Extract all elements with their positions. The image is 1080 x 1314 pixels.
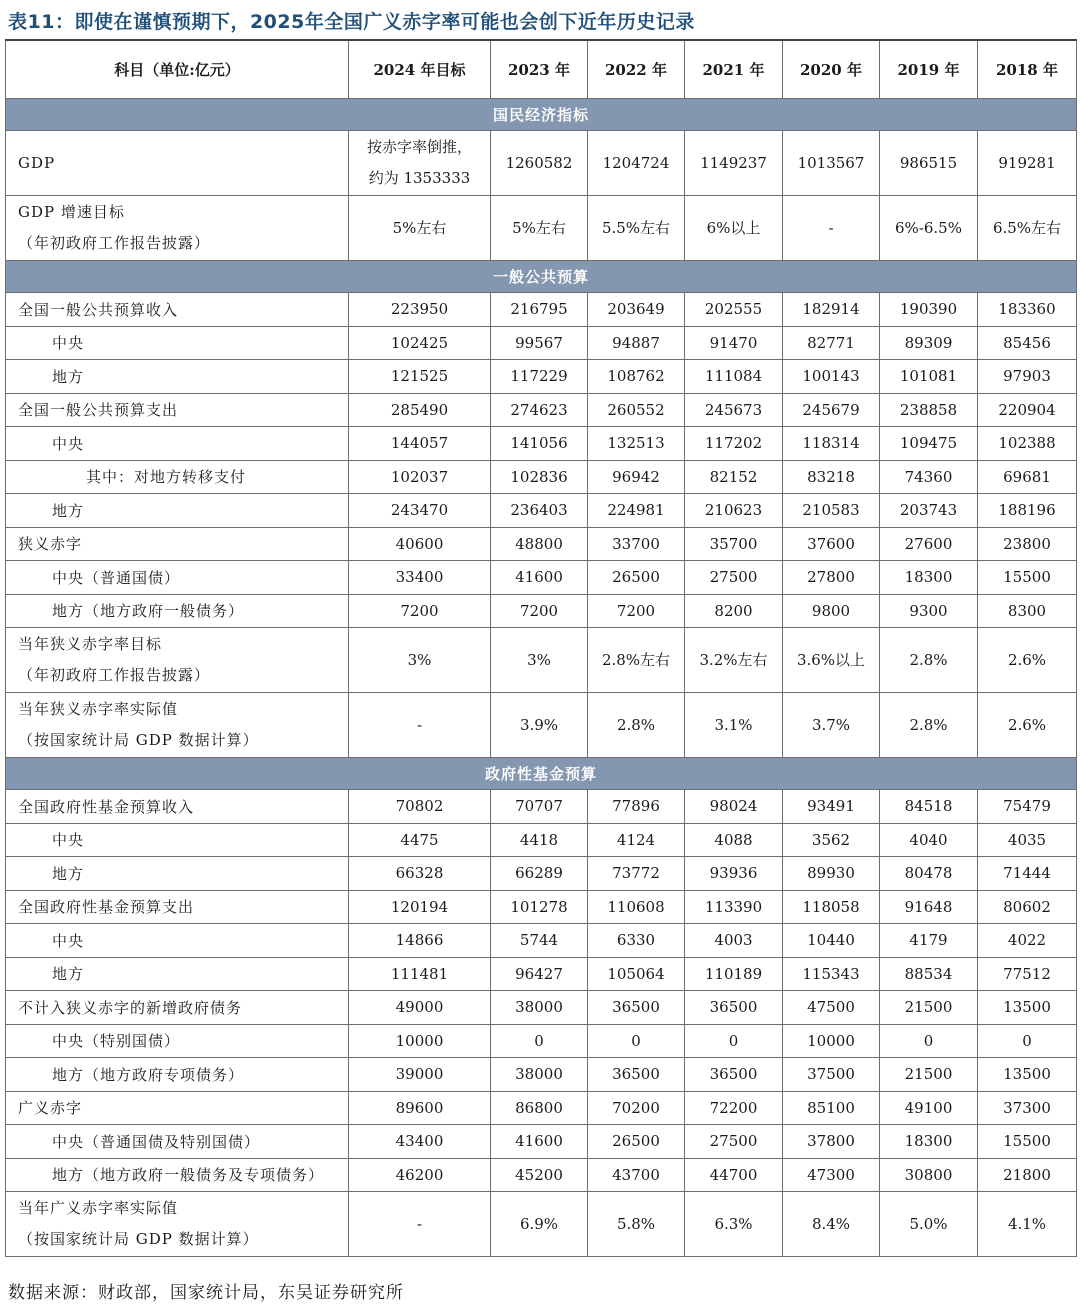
value-cell: 27600 [880,527,978,561]
section-row [6,758,1077,790]
value-cell: 919281 [978,131,1077,196]
section-row [6,261,1077,293]
section-title: 国民经济指标 [6,99,1077,131]
value-cell: 89930 [783,857,880,891]
value-cell: 108762 [588,360,685,394]
header-cell: 2023 年 [491,40,588,99]
value-cell: 7200 [491,594,588,628]
table-row [6,823,1077,857]
value-cell: 113390 [685,890,783,924]
value-cell: 38000 [491,991,588,1025]
table-row [6,360,1077,394]
value-cell: 120194 [349,890,491,924]
value-cell: 109475 [880,427,978,461]
value-cell: 4040 [880,823,978,857]
value-cell: 5%左右 [491,196,588,261]
value-cell: 0 [978,1024,1077,1058]
value-cell: 4022 [978,924,1077,958]
value-cell: 105064 [588,957,685,991]
value-cell: 4124 [588,823,685,857]
value-cell: 66289 [491,857,588,891]
fiscal-table-container [5,39,1076,1257]
value-cell: 27800 [783,561,880,595]
value-cell: 7200 [588,594,685,628]
value-cell: 94887 [588,326,685,360]
value-cell: 33700 [588,527,685,561]
value-cell: 37300 [978,1091,1077,1125]
value-cell: 37500 [783,1058,880,1092]
value-cell: 6%以上 [685,196,783,261]
value-cell: 10000 [783,1024,880,1058]
value-cell: 144057 [349,427,491,461]
value-cell: 1260582 [491,131,588,196]
value-cell: 4035 [978,823,1077,857]
value-cell: 9300 [880,594,978,628]
row-label: 当年广义赤字率实际值 （按国家统计局 GDP 数据计算） [6,1192,349,1257]
value-cell: 4475 [349,823,491,857]
value-cell: 100143 [783,360,880,394]
value-cell: 21800 [978,1158,1077,1192]
value-cell: 37800 [783,1125,880,1159]
row-label: 地方（地方政府一般债务及专项债务） [6,1158,349,1192]
value-cell: 70707 [491,790,588,824]
value-cell: 96427 [491,957,588,991]
value-cell: 3.2%左右 [685,628,783,693]
value-cell: 3.6%以上 [783,628,880,693]
value-cell: 74360 [880,460,978,494]
row-label: 全国政府性基金预算收入 [6,790,349,824]
value-cell: - [349,1192,491,1257]
table-row [6,628,1077,693]
value-cell: 203743 [880,494,978,528]
value-cell: 1013567 [783,131,880,196]
value-cell: 224981 [588,494,685,528]
row-label: 中央 [6,427,349,461]
row-label: 全国一般公共预算支出 [6,393,349,427]
value-cell: 0 [880,1024,978,1058]
value-cell: 35700 [685,527,783,561]
value-cell: 102836 [491,460,588,494]
value-cell: 45200 [491,1158,588,1192]
value-cell: 245673 [685,393,783,427]
value-cell: 110608 [588,890,685,924]
header-cell: 2022 年 [588,40,685,99]
value-cell: 8300 [978,594,1077,628]
value-cell: 0 [491,1024,588,1058]
row-label: 中央 [6,924,349,958]
value-cell: 2.8% [880,628,978,693]
table-row [6,991,1077,1025]
value-cell: 141056 [491,427,588,461]
row-label: 地方（地方政府专项债务） [6,1058,349,1092]
value-cell: 4418 [491,823,588,857]
value-cell: 102388 [978,427,1077,461]
table-row [6,924,1077,958]
section-title: 一般公共预算 [6,261,1077,293]
row-label: 当年狭义赤字率实际值 （按国家统计局 GDP 数据计算） [6,693,349,758]
value-cell: 75479 [978,790,1077,824]
value-cell: 5.0% [880,1192,978,1257]
value-cell: 111481 [349,957,491,991]
table-row [6,1024,1077,1058]
value-cell: 83218 [783,460,880,494]
value-cell: 210623 [685,494,783,528]
value-cell: 5%左右 [349,196,491,261]
value-cell: 47500 [783,991,880,1025]
value-cell: 6%-6.5% [880,196,978,261]
value-cell: 5.8% [588,1192,685,1257]
value-cell: 101081 [880,360,978,394]
value-cell: 2.6% [978,628,1077,693]
value-cell: 98024 [685,790,783,824]
value-cell: 3562 [783,823,880,857]
row-label: 全国政府性基金预算支出 [6,890,349,924]
value-cell: 4003 [685,924,783,958]
value-cell: 72200 [685,1091,783,1125]
table-row [6,1192,1077,1257]
value-cell: 4179 [880,924,978,958]
table-row [6,790,1077,824]
value-cell: 117229 [491,360,588,394]
value-cell: 5.5%左右 [588,196,685,261]
header-cell: 2019 年 [880,40,978,99]
value-cell: 182914 [783,293,880,327]
value-cell: 13500 [978,991,1077,1025]
value-cell: 111084 [685,360,783,394]
value-cell: 21500 [880,991,978,1025]
value-cell: 39000 [349,1058,491,1092]
table-row [6,460,1077,494]
value-cell: 220904 [978,393,1077,427]
value-cell: 223950 [349,293,491,327]
table-row [6,527,1077,561]
value-cell: 18300 [880,561,978,595]
value-cell: 6.3% [685,1192,783,1257]
value-cell: 15500 [978,1125,1077,1159]
table-row [6,561,1077,595]
value-cell: 93936 [685,857,783,891]
fiscal-deficit-table [5,39,1077,1257]
value-cell: 188196 [978,494,1077,528]
value-cell: 0 [588,1024,685,1058]
value-cell: 96942 [588,460,685,494]
section-row [6,99,1077,131]
row-label: 中央 [6,326,349,360]
value-cell: 41600 [491,1125,588,1159]
row-label: 地方（地方政府一般债务） [6,594,349,628]
value-cell: 203649 [588,293,685,327]
value-cell: 70802 [349,790,491,824]
header-cell: 科目（单位:亿元） [6,40,349,99]
value-cell: 70200 [588,1091,685,1125]
value-cell: 8.4% [783,1192,880,1257]
value-cell: 36500 [685,1058,783,1092]
section-title: 政府性基金预算 [6,758,1077,790]
value-cell: 18300 [880,1125,978,1159]
value-cell: 91470 [685,326,783,360]
value-cell: 0 [685,1024,783,1058]
value-cell: 82771 [783,326,880,360]
value-cell: 43400 [349,1125,491,1159]
value-cell: 3% [491,628,588,693]
value-cell: 88534 [880,957,978,991]
value-cell: 按赤字率倒推， 约为 1353333 [349,131,491,196]
row-label: GDP 增速目标 （年初政府工作报告披露） [6,196,349,261]
value-cell: 15500 [978,561,1077,595]
table-title: 表11：即使在谨慎预期下，2025年全国广义赤字率可能也会创下近年历史记录 [8,11,695,33]
source-note: 数据来源：财政部，国家统计局，东吴证券研究所 [8,1283,404,1303]
value-cell: 23800 [978,527,1077,561]
row-label: GDP [6,131,349,196]
value-cell: 6.5%左右 [978,196,1077,261]
value-cell: 260552 [588,393,685,427]
value-cell: 190390 [880,293,978,327]
value-cell: 85456 [978,326,1077,360]
value-cell: 89309 [880,326,978,360]
header-cell: 2018 年 [978,40,1077,99]
row-label: 中央（特别国债） [6,1024,349,1058]
table-row [6,293,1077,327]
header-cell: 2024 年目标 [349,40,491,99]
value-cell: 38000 [491,1058,588,1092]
value-cell: 245679 [783,393,880,427]
value-cell: 89600 [349,1091,491,1125]
value-cell: 183360 [978,293,1077,327]
value-cell: 4088 [685,823,783,857]
value-cell: 3.1% [685,693,783,758]
value-cell: 69681 [978,460,1077,494]
table-row [6,1091,1077,1125]
value-cell: 243470 [349,494,491,528]
value-cell: 21500 [880,1058,978,1092]
row-label: 广义赤字 [6,1091,349,1125]
table-row [6,494,1077,528]
value-cell: 91648 [880,890,978,924]
value-cell: 118314 [783,427,880,461]
header-cell: 2021 年 [685,40,783,99]
value-cell: 47300 [783,1158,880,1192]
value-cell: 27500 [685,1125,783,1159]
value-cell: 10440 [783,924,880,958]
value-cell: 97903 [978,360,1077,394]
table-body [6,99,1077,1257]
value-cell: 40600 [349,527,491,561]
value-cell: 27500 [685,561,783,595]
value-cell: 210583 [783,494,880,528]
value-cell: 80602 [978,890,1077,924]
value-cell: 13500 [978,1058,1077,1092]
value-cell: 77512 [978,957,1077,991]
value-cell: 80478 [880,857,978,891]
value-cell: 26500 [588,561,685,595]
table-row [6,393,1077,427]
value-cell: 132513 [588,427,685,461]
row-label: 中央（普通国债） [6,561,349,595]
value-cell: 43700 [588,1158,685,1192]
row-label: 其中：对地方转移支付 [6,460,349,494]
value-cell: 238858 [880,393,978,427]
value-cell: 101278 [491,890,588,924]
value-cell: 6330 [588,924,685,958]
table-row [6,326,1077,360]
value-cell: 71444 [978,857,1077,891]
value-cell: 6.9% [491,1192,588,1257]
value-cell: 46200 [349,1158,491,1192]
value-cell: 102425 [349,326,491,360]
value-cell: 3.9% [491,693,588,758]
table-row [6,1058,1077,1092]
value-cell: 82152 [685,460,783,494]
row-label: 全国一般公共预算收入 [6,293,349,327]
value-cell: 2.8% [588,693,685,758]
value-cell: 202555 [685,293,783,327]
value-cell: 30800 [880,1158,978,1192]
value-cell: 2.8% [880,693,978,758]
value-cell: 1204724 [588,131,685,196]
row-label: 不计入狭义赤字的新增政府债务 [6,991,349,1025]
value-cell: 85100 [783,1091,880,1125]
value-cell: 8200 [685,594,783,628]
value-cell: 14866 [349,924,491,958]
value-cell: 118058 [783,890,880,924]
value-cell: 3.7% [783,693,880,758]
value-cell: 3% [349,628,491,693]
value-cell: 2.6% [978,693,1077,758]
row-label: 地方 [6,360,349,394]
value-cell: 4.1% [978,1192,1077,1257]
value-cell: 10000 [349,1024,491,1058]
value-cell: 236403 [491,494,588,528]
value-cell: 44700 [685,1158,783,1192]
value-cell: 33400 [349,561,491,595]
table-row [6,196,1077,261]
value-cell: 86800 [491,1091,588,1125]
header-row [6,40,1077,99]
value-cell: 26500 [588,1125,685,1159]
value-cell: 36500 [685,991,783,1025]
value-cell: 36500 [588,991,685,1025]
row-label: 地方 [6,857,349,891]
value-cell: 41600 [491,561,588,595]
value-cell: 274623 [491,393,588,427]
value-cell: 84518 [880,790,978,824]
value-cell: 5744 [491,924,588,958]
value-cell: 1149237 [685,131,783,196]
header-cell: 2020 年 [783,40,880,99]
value-cell: 121525 [349,360,491,394]
value-cell: 7200 [349,594,491,628]
table-row [6,693,1077,758]
value-cell: 9800 [783,594,880,628]
row-label: 狭义赤字 [6,527,349,561]
table-row [6,1125,1077,1159]
table-row [6,857,1077,891]
value-cell: - [783,196,880,261]
row-label: 中央 [6,823,349,857]
row-label: 地方 [6,494,349,528]
table-row [6,1158,1077,1192]
value-cell: 216795 [491,293,588,327]
value-cell: - [349,693,491,758]
value-cell: 110189 [685,957,783,991]
value-cell: 986515 [880,131,978,196]
row-label: 当年狭义赤字率目标 （年初政府工作报告披露） [6,628,349,693]
value-cell: 77896 [588,790,685,824]
value-cell: 117202 [685,427,783,461]
table-row [6,890,1077,924]
row-label: 地方 [6,957,349,991]
value-cell: 37600 [783,527,880,561]
table-row [6,957,1077,991]
value-cell: 115343 [783,957,880,991]
row-label: 中央（普通国债及特别国债） [6,1125,349,1159]
value-cell: 102037 [349,460,491,494]
value-cell: 49100 [880,1091,978,1125]
table-row [6,594,1077,628]
value-cell: 36500 [588,1058,685,1092]
value-cell: 48800 [491,527,588,561]
value-cell: 2.8%左右 [588,628,685,693]
value-cell: 93491 [783,790,880,824]
value-cell: 99567 [491,326,588,360]
value-cell: 49000 [349,991,491,1025]
value-cell: 66328 [349,857,491,891]
table-row [6,427,1077,461]
value-cell: 73772 [588,857,685,891]
table-row [6,131,1077,196]
value-cell: 285490 [349,393,491,427]
